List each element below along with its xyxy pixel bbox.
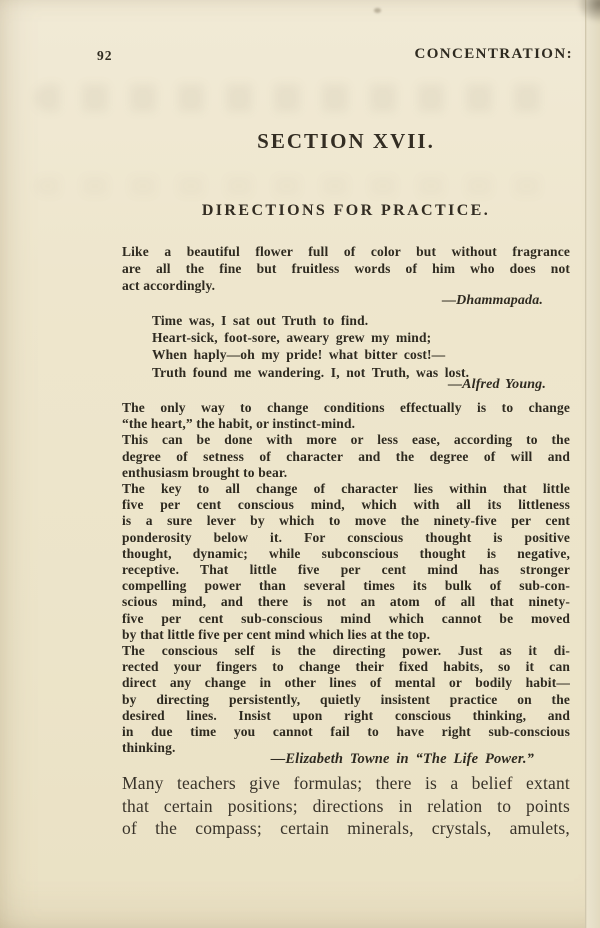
text-line: by directing persistently, quietly insistent practice on the: [122, 691, 570, 707]
text-line: enthusiasm brought to bear.: [122, 464, 288, 480]
text-line: thinking.: [122, 740, 176, 756]
text-line: are all the fine but fruitless words of him who does not: [122, 261, 570, 276]
paper-stain-band: [34, 84, 556, 112]
text-line: of the compass; certain minerals, crystals, amulets,: [122, 818, 570, 839]
corner-shadow: [576, 0, 600, 24]
text-line: five per cent conscious mind, which with all its littleness: [122, 497, 570, 513]
text-line: direct any change in other lines of mental or bodily habit—: [122, 675, 570, 691]
text-line: The only way to change conditions effectually is to change: [122, 400, 570, 415]
chapter-heading: DIRECTIONS FOR PRACTICE.: [201, 202, 491, 219]
towne-quote: [122, 400, 570, 756]
page-edge-shadow: [585, 0, 600, 928]
text-line: “the heart,” the habit, or instinct-mind.: [122, 416, 356, 432]
epigraph-prose: [122, 243, 570, 294]
text-line: When haply—oh my pride! what bitter cost!—: [152, 347, 446, 363]
text-line: Like a beautiful flower full of color but without fragrance: [122, 244, 570, 259]
text-line: ponderosity below it. For conscious thought is positive: [122, 529, 570, 545]
page-number: 92: [97, 48, 113, 63]
text-line: is a sure lever by which to move the ninety-five per cent: [122, 513, 570, 529]
text-line: scious mind, and there is not an atom of all that ninety-: [122, 594, 570, 610]
section-heading: SECTION XVII.: [257, 129, 435, 153]
paper-speck: [374, 8, 381, 13]
epigraph-prose-attribution: —Dhammapada.: [442, 293, 543, 308]
text-line: desired lines. Insist upon right conscious thinking, and: [122, 707, 570, 723]
epigraph-poem-attribution: —Alfred Young.: [448, 377, 546, 392]
text-line: The conscious self is the directing power. Just as it di-: [122, 643, 570, 659]
text-line: Truth found me wandering. I, not Truth, was lost.: [152, 364, 470, 380]
text-line: thought, dynamic; while subconscious thought is negative,: [122, 545, 570, 561]
main-paragraph: [122, 772, 570, 840]
text-line: five per cent sub-conscious mind which cannot be moved: [122, 610, 570, 626]
text-line: by that little five per cent mind which lies at the top.: [122, 626, 431, 642]
text-line: act accordingly.: [122, 278, 216, 293]
text-line: rected your fingers to change their fixed habits, so it can: [122, 659, 570, 675]
paper-stain-band: [34, 176, 556, 196]
running-title: CONCENTRATION:: [414, 46, 573, 62]
text-line: Time was, I sat out Truth to find.: [152, 313, 369, 328]
text-line: This can be done with more or less ease, according to the: [122, 432, 570, 448]
text-line: receptive. That little five per cent mind has stronger: [122, 562, 570, 578]
towne-quote-attribution: —Elizabeth Towne in “The Life Power.”: [270, 751, 534, 767]
epigraph-poem: [122, 312, 570, 381]
text-line: that certain positions; directions in relation to points: [122, 795, 570, 816]
text-line: The key to all change of character lies within that little: [122, 481, 570, 497]
text-line: Many teachers give formulas; there is a belief extant: [122, 773, 570, 793]
text-line: Heart-sick, foot-sore, aweary grew my mind;: [152, 330, 432, 346]
text-line: degree of setness of character and the degree of will and: [122, 448, 570, 464]
text-line: compelling power than several times its bulk of sub-con-: [122, 578, 570, 594]
text-line: in due time you cannot fail to have right sub-conscious: [122, 724, 570, 740]
